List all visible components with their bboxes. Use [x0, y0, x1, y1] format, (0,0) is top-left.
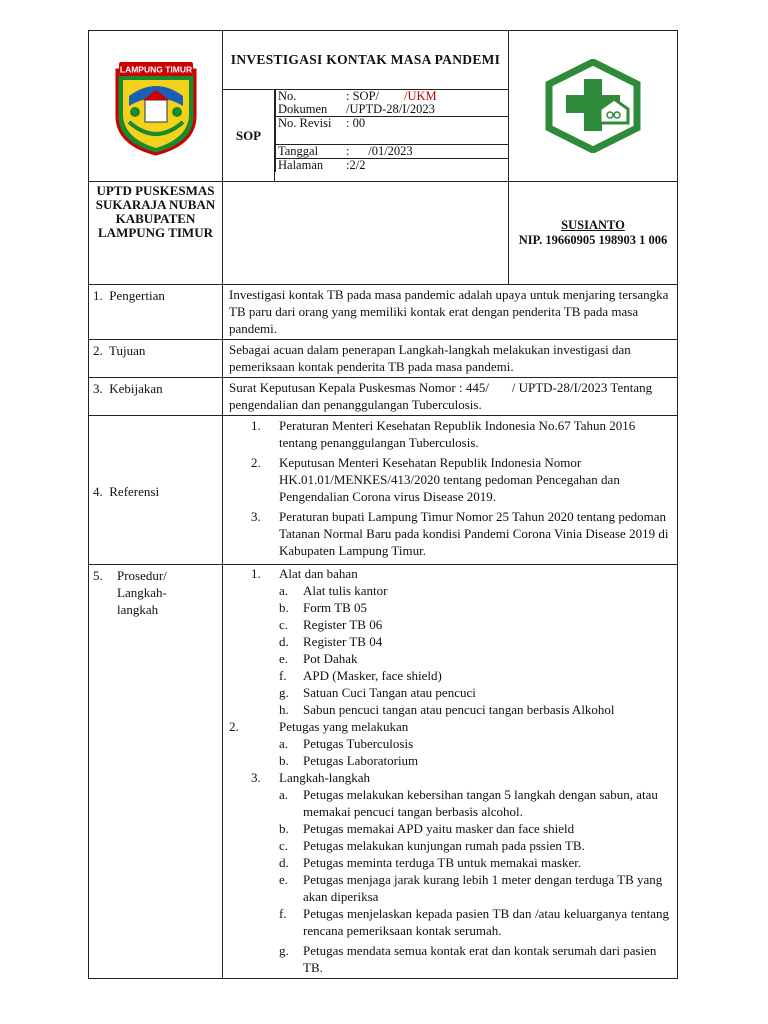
district-logo-cell: [89, 31, 223, 182]
procedure-subitem: c. Petugas melakukan kunjungan rumah pada pssien TB.: [279, 838, 585, 853]
procedure-subitem: b. Petugas Laboratorium: [279, 753, 419, 768]
meta-value: : /01/2023: [344, 145, 508, 159]
organization-name: UPTD PUSKESMAS SUKARAJA NUBAN KABUPATEN LAMPUNG TIMUR: [89, 182, 223, 285]
procedure-subitem: d. Petugas meminta terduga TB untuk memakai masker.: [279, 855, 582, 870]
signature-block: [509, 182, 678, 285]
procedure-subitem: e. Pot Dahak: [279, 651, 358, 666]
procedure-subitem: e. Petugas menjaga jarak kurang lebih 1 meter dengan terduga TB yang akan diperiksa: [279, 872, 663, 904]
procedure-subitem: c. Register TB 06: [279, 617, 383, 632]
procedure-subitem: d. Register TB 04: [279, 634, 383, 649]
emblem-label: LAMPUNG TIMUR: [119, 64, 192, 75]
procedure-subitem: g. Satuan Cuci Tangan atau pencuci: [279, 685, 476, 700]
meta-key: Halaman: [276, 159, 345, 173]
meta-value: : 00: [344, 117, 508, 145]
district-emblem-icon: [109, 56, 203, 156]
reference-item: 1. Peraturan Menteri Kesehatan Republik Indonesia No.67 Tahun 2016 tentang penanggulangan Tuberculosis.: [251, 418, 636, 450]
meta-value: : SOP/ /UKM /UPTD-28/I/2023: [344, 90, 508, 117]
procedure-subitem: b. Form TB 05: [279, 600, 368, 615]
document-meta: [275, 90, 509, 182]
puskesmas-logo-icon: [544, 59, 642, 153]
procedure-subitem: f. APD (Masker, face shield): [279, 668, 442, 683]
section-label-tujuan: 2. Tujuan: [89, 340, 223, 378]
procedure-subitem: a. Petugas melakukan kebersihan tangan 5 langkah dengan sabun, atau memakai pencuci tangan berbasis alcohol.: [279, 787, 658, 819]
section-label-referensi: 4. Referensi: [89, 416, 223, 565]
procedure-step-3: 3. Langkah-langkah: [251, 770, 370, 785]
meta-key: Tanggal: [276, 145, 345, 159]
procedure-subitem: h. Sabun pencuci tangan atau pencuci tangan berbasis Alkohol: [279, 702, 615, 717]
signer-nip: NIP. 19660905 198903 1 006: [518, 233, 668, 247]
meta-key: No. Revisi: [276, 117, 345, 145]
procedure-step-2: 2. Petugas yang melakukan: [229, 719, 409, 734]
sop-document: [88, 30, 677, 979]
puskesmas-logo-cell: [509, 31, 678, 182]
section-pengertian-text: Investigasi kontak TB pada masa pandemic adalah upaya untuk menjaring tersangka TB paru dari orang yang memiliki kontak erat dengan penderita TB pada masa pandemi.: [223, 285, 678, 340]
meta-value: :2/2: [346, 158, 366, 172]
procedure-subitem: a. Petugas Tuberculosis: [279, 736, 414, 751]
procedure-subitem: f. Petugas menjelaskan kepada pasien TB dan /atau keluarganya tentang rencana pemeriksaan kontak serumah.: [279, 906, 669, 938]
section-prosedur-content: [223, 565, 678, 979]
procedure-subitem: g. Petugas mendata semua kontak erat dan kontak serumah dari pasien TB.: [279, 943, 657, 975]
reference-item: 2. Keputusan Menteri Kesehatan Republik Indonesia Nomor HK.01.01/MENKES/413/2020 tentang pedoman Pencegahan dan Pengendalian Corona virus Disease 2019.: [251, 455, 620, 504]
meta-key: No. Dokumen: [276, 90, 345, 117]
section-label-pengertian: 1. Pengertian: [89, 285, 223, 340]
signer-name: SUSIANTO: [561, 218, 625, 232]
section-referensi-list: [223, 416, 678, 565]
section-tujuan-text: Sebagai acuan dalam penerapan Langkah-langkah melakukan investigasi dan pemeriksaan kontak penderita TB pada masa pandemi.: [223, 340, 678, 378]
procedure-subitem: a. Alat tulis kantor: [279, 583, 388, 598]
procedure-step-1: 1. Alat dan bahan: [251, 566, 358, 581]
blank-cell: [223, 182, 509, 285]
sop-label: SOP: [223, 90, 275, 182]
procedure-subitem: b. Petugas memakai APD yaitu masker dan face shield: [279, 821, 575, 836]
section-label-prosedur: 5. Prosedur/ Langkah-langkah: [89, 565, 223, 979]
reference-item: 3. Peraturan bupati Lampung Timur Nomor 25 Tahun 2020 tentang pedoman Tatanan Normal Baru pada kondisi Pandemi Corona Vinia Disease 2019 di Kabupaten Lampung Timur.: [251, 509, 669, 558]
section-kebijakan-text: Surat Keputusan Kepala Puskesmas Nomor : 445/ / UPTD-28/I/2023 Tentang pengendalian dan penanggulangan Tuberculosis.: [223, 378, 678, 416]
section-label-kebijakan: 3. Kebijakan: [89, 378, 223, 416]
ukm-code: /UKM: [404, 89, 437, 103]
document-title: INVESTIGASI KONTAK MASA PANDEMI: [223, 31, 509, 90]
